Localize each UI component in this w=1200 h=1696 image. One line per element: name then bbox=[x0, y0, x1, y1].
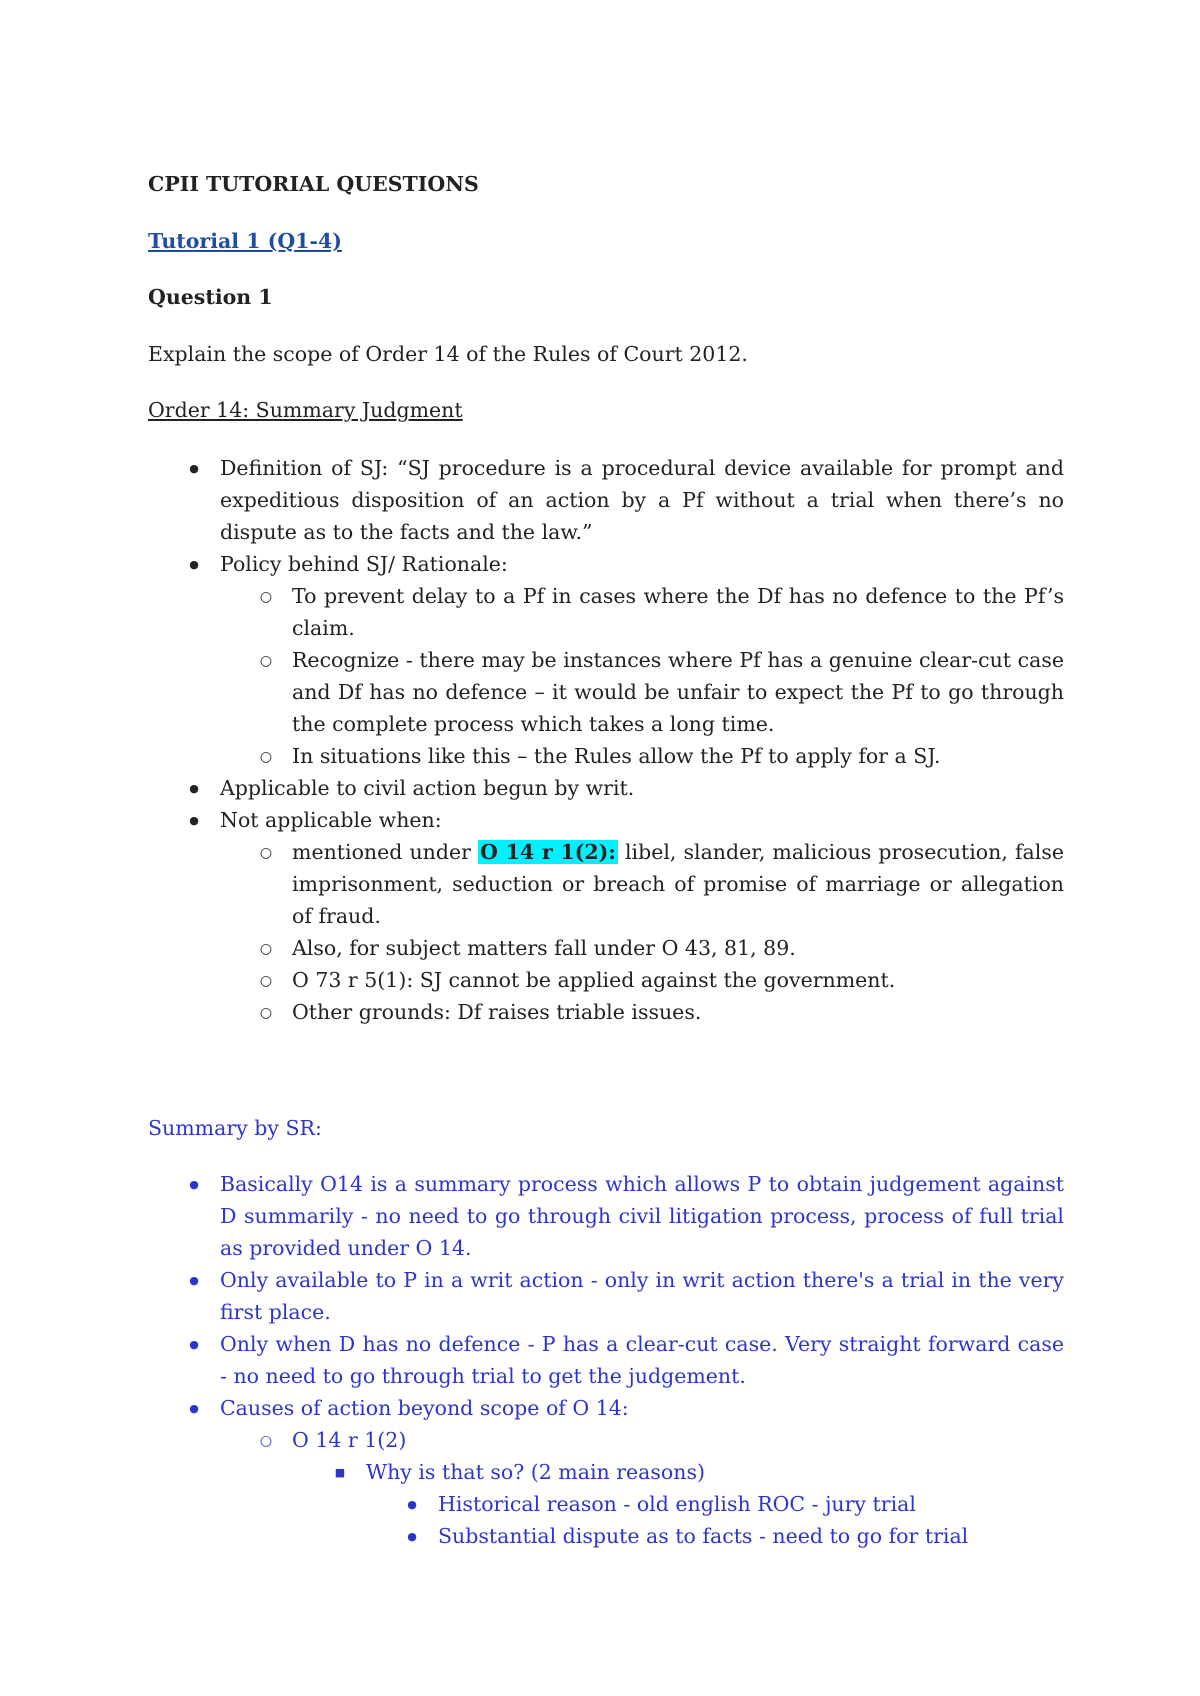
document-title: CPII TUTORIAL QUESTIONS bbox=[148, 172, 479, 196]
circle-bullet-icon bbox=[256, 836, 276, 871]
summary-heading: Summary by SR: bbox=[148, 1116, 322, 1140]
question-heading: Question 1 bbox=[148, 285, 273, 309]
list-item bbox=[220, 1168, 1064, 1264]
list-item bbox=[220, 1264, 1064, 1328]
bullet-icon bbox=[184, 1264, 204, 1300]
bullet-icon bbox=[184, 452, 204, 488]
highlighted-citation: O 14 r 1(2): bbox=[480, 840, 616, 864]
list-item-text: Applicable to civil action begun by writ. bbox=[220, 776, 635, 800]
text-run: libel, slander, malicious prosecution, false imprisonment, seduction or breach of promise of marriage or allegation of fraud. bbox=[292, 840, 1064, 928]
list-item bbox=[292, 580, 1064, 644]
list-item-text: Recognize - there may be instances where Pf has a genuine clear-cut case and Df has no defence – it would be unfair to expect the Pf to go through the complete process which takes a long time. bbox=[292, 648, 1064, 736]
circle-bullet-icon bbox=[256, 644, 276, 679]
list-item-text: Causes of action beyond scope of O 14: bbox=[220, 1396, 629, 1420]
list-item-text: Other grounds: Df raises triable issues. bbox=[292, 1000, 702, 1024]
bullet-icon bbox=[184, 772, 204, 808]
list-item-text: Historical reason - old english ROC - jury trial bbox=[438, 1492, 916, 1516]
tutorial-link[interactable]: Tutorial 1 (Q1-4) bbox=[148, 229, 342, 253]
list-item-text: Not applicable when: bbox=[220, 808, 442, 832]
bullet-icon bbox=[184, 1168, 204, 1204]
list-item bbox=[366, 1456, 705, 1488]
bullet-icon bbox=[184, 548, 204, 584]
bullet-icon bbox=[184, 804, 204, 840]
list-item-text: In situations like this – the Rules allow the Pf to apply for a SJ. bbox=[292, 744, 941, 768]
list-item bbox=[220, 772, 1064, 804]
list-item-text: Also, for subject matters fall under O 43, 81, 89. bbox=[292, 936, 796, 960]
list-item-text: O 73 r 5(1): SJ cannot be applied against the government. bbox=[292, 968, 896, 992]
list-item-text: Policy behind SJ/ Rationale: bbox=[220, 552, 508, 576]
list-item-text: Definition of SJ: “SJ procedure is a procedural device available for prompt and expeditious disposition of an action by a Pf without a trial when there’s no dispute as to the facts and the law.” bbox=[220, 456, 1064, 544]
list-item-text: Substantial dispute as to facts - need to go for trial bbox=[438, 1524, 969, 1548]
circle-bullet-icon bbox=[256, 996, 276, 1031]
list-item-text: To prevent delay to a Pf in cases where the Df has no defence to the Pf’s claim. bbox=[292, 584, 1064, 640]
list-item bbox=[220, 548, 1064, 580]
list-item-text: Basically O14 is a summary process which allows P to obtain judgement against D summarily - no need to go through civil litigation process, process of full trial as provided under O 14. bbox=[220, 1172, 1064, 1260]
list-item-text bbox=[292, 836, 1064, 932]
list-item-text: Only available to P in a writ action - only in writ action there's a trial in the very first place. bbox=[220, 1268, 1064, 1324]
list-item bbox=[292, 1424, 1064, 1456]
list-item bbox=[220, 452, 1064, 548]
bullet-icon bbox=[402, 1488, 422, 1524]
bullet-icon bbox=[184, 1328, 204, 1364]
square-bullet-icon bbox=[330, 1456, 350, 1492]
list-item-text: O 14 r 1(2) bbox=[292, 1428, 407, 1452]
bullet-icon bbox=[402, 1520, 422, 1556]
question-prompt: Explain the scope of Order 14 of the Rules of Court 2012. bbox=[148, 342, 748, 366]
circle-bullet-icon bbox=[256, 1424, 276, 1459]
circle-bullet-icon bbox=[256, 580, 276, 615]
list-item-text: Why is that so? (2 main reasons) bbox=[366, 1460, 705, 1484]
list-item bbox=[438, 1520, 968, 1552]
list-item bbox=[292, 740, 1064, 772]
section-heading: Order 14: Summary Judgment bbox=[148, 398, 463, 422]
circle-bullet-icon bbox=[256, 740, 276, 775]
text-run: mentioned under bbox=[292, 840, 479, 864]
circle-bullet-icon bbox=[256, 964, 276, 999]
list-item bbox=[292, 836, 1064, 932]
list-item-text: Only when D has no defence - P has a clear-cut case. Very straight forward case - no need to go through trial to get the judgement. bbox=[220, 1332, 1064, 1388]
list-item bbox=[292, 932, 1064, 964]
list-item bbox=[220, 804, 1064, 836]
list-item bbox=[292, 996, 1064, 1028]
circle-bullet-icon bbox=[256, 932, 276, 967]
list-item bbox=[292, 644, 1064, 740]
list-item bbox=[220, 1392, 1064, 1424]
bullet-icon bbox=[184, 1392, 204, 1428]
list-item bbox=[292, 964, 1064, 996]
list-item bbox=[438, 1488, 916, 1520]
list-item bbox=[220, 1328, 1064, 1392]
